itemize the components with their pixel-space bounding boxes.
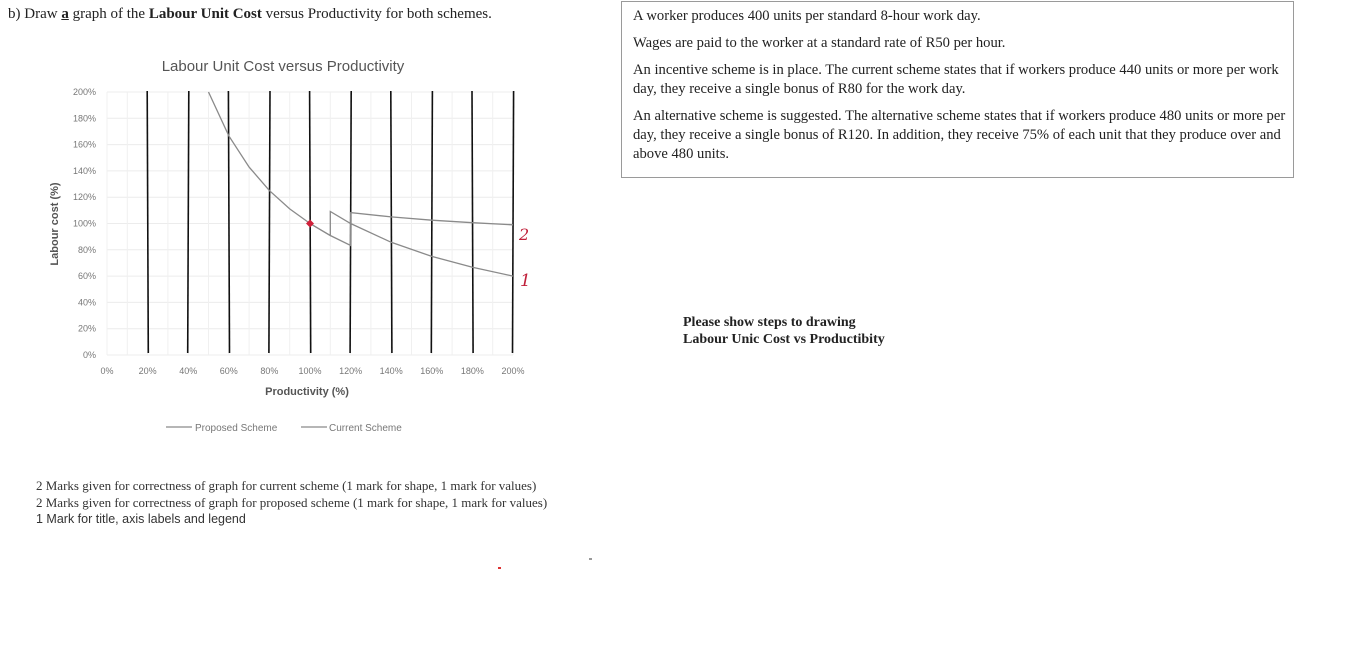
- hand-drawn-vertical-line: [391, 91, 392, 353]
- y-tick-label: 180%: [72, 113, 96, 124]
- x-tick-label: 140%: [379, 366, 403, 376]
- hand-drawn-vertical-line: [472, 91, 473, 353]
- question-suffix: versus Productivity for both schemes.: [261, 6, 492, 22]
- x-tick-label: 180%: [460, 366, 484, 376]
- hand-drawn-vertical-line: [228, 91, 229, 353]
- help-request-line-2: Labour Unic Cost vs Productibity: [683, 332, 885, 347]
- y-tick-label: 100%: [72, 218, 96, 229]
- legend-label-current: Current Scheme: [329, 423, 402, 434]
- legend-label-proposed: Proposed Scheme: [195, 423, 278, 434]
- marks-line-2: 2 Marks given for correctness of graph for proposed scheme (1 mark for shape, 1 mark for values): [36, 494, 548, 510]
- x-axis-label: Productivity (%): [265, 386, 349, 398]
- help-request: [683, 314, 885, 348]
- question-mid: graph of the: [68, 6, 149, 22]
- stray-grey-dot: [589, 558, 592, 560]
- x-tick-label: 120%: [339, 366, 363, 376]
- y-tick-label: 40%: [77, 297, 96, 308]
- info-paragraph-4: An alternative scheme is suggested. The alternative scheme states that if workers produce 480 units or more per day, they receive a single bonus of R120. In addition, they receive 75% of each unit that they produce over and above 480 units.: [633, 108, 1286, 162]
- y-tick-label: 80%: [77, 244, 96, 255]
- question-a-word: a: [61, 6, 69, 22]
- hand-drawn-vertical-line: [269, 91, 270, 353]
- y-axis-label: Labour cost (%): [49, 182, 61, 266]
- hand-drawn-vertical-line: [513, 91, 514, 353]
- hand-drawn-vertical-line: [147, 91, 148, 353]
- marks-line-3: 1 Mark for title, axis labels and legend: [36, 512, 246, 526]
- question-prefix: b) Draw: [8, 6, 62, 22]
- question-text: [8, 6, 492, 23]
- line-chart: [40, 50, 540, 445]
- y-tick-label: 60%: [77, 271, 96, 282]
- chart-container: [40, 50, 540, 445]
- handwritten-label-2: 2: [519, 225, 530, 244]
- y-tick-label: 20%: [77, 323, 96, 334]
- series-line-proposed: [209, 92, 514, 246]
- help-request-line-1: Please show steps to drawing: [683, 315, 856, 330]
- hand-drawn-vertical-line: [188, 91, 189, 353]
- x-tick-label: 60%: [219, 366, 238, 376]
- problem-info-box: [621, 1, 1294, 178]
- x-tick-label: 40%: [179, 366, 198, 376]
- marking-criteria: [36, 478, 547, 528]
- y-tick-label: 160%: [72, 139, 96, 150]
- y-tick-label: 120%: [72, 192, 96, 203]
- info-paragraph-3: An incentive scheme is in place. The current scheme states that if workers produce 440 units or more per work day, they receive a single bonus of R80 for the work day.: [633, 62, 1279, 97]
- handwritten-label-1: 1: [520, 271, 531, 291]
- stray-red-dot: [498, 567, 501, 569]
- x-tick-label: 20%: [138, 366, 157, 376]
- x-tick-label: 200%: [501, 366, 525, 376]
- marks-line-1: 2 Marks given for correctness of graph for current scheme (1 mark for shape, 1 mark for values): [36, 478, 537, 493]
- info-paragraph-1: A worker produces 400 units per standard 8-hour work day.: [633, 8, 981, 24]
- hand-drawn-vertical-line: [431, 91, 432, 353]
- y-tick-label: 140%: [72, 165, 96, 176]
- x-tick-label: 160%: [420, 366, 444, 376]
- y-tick-label: 200%: [72, 87, 96, 97]
- info-paragraph-2: Wages are paid to the worker at a standard rate of R50 per hour.: [633, 35, 1006, 51]
- chart-title: Labour Unit Cost versus Productivity: [161, 58, 405, 75]
- x-tick-label: 100%: [298, 366, 322, 376]
- x-tick-label: 0%: [100, 366, 114, 376]
- x-tick-label: 80%: [260, 366, 279, 376]
- question-bold-term: Labour Unit Cost: [148, 6, 262, 22]
- y-tick-label: 0%: [82, 350, 96, 360]
